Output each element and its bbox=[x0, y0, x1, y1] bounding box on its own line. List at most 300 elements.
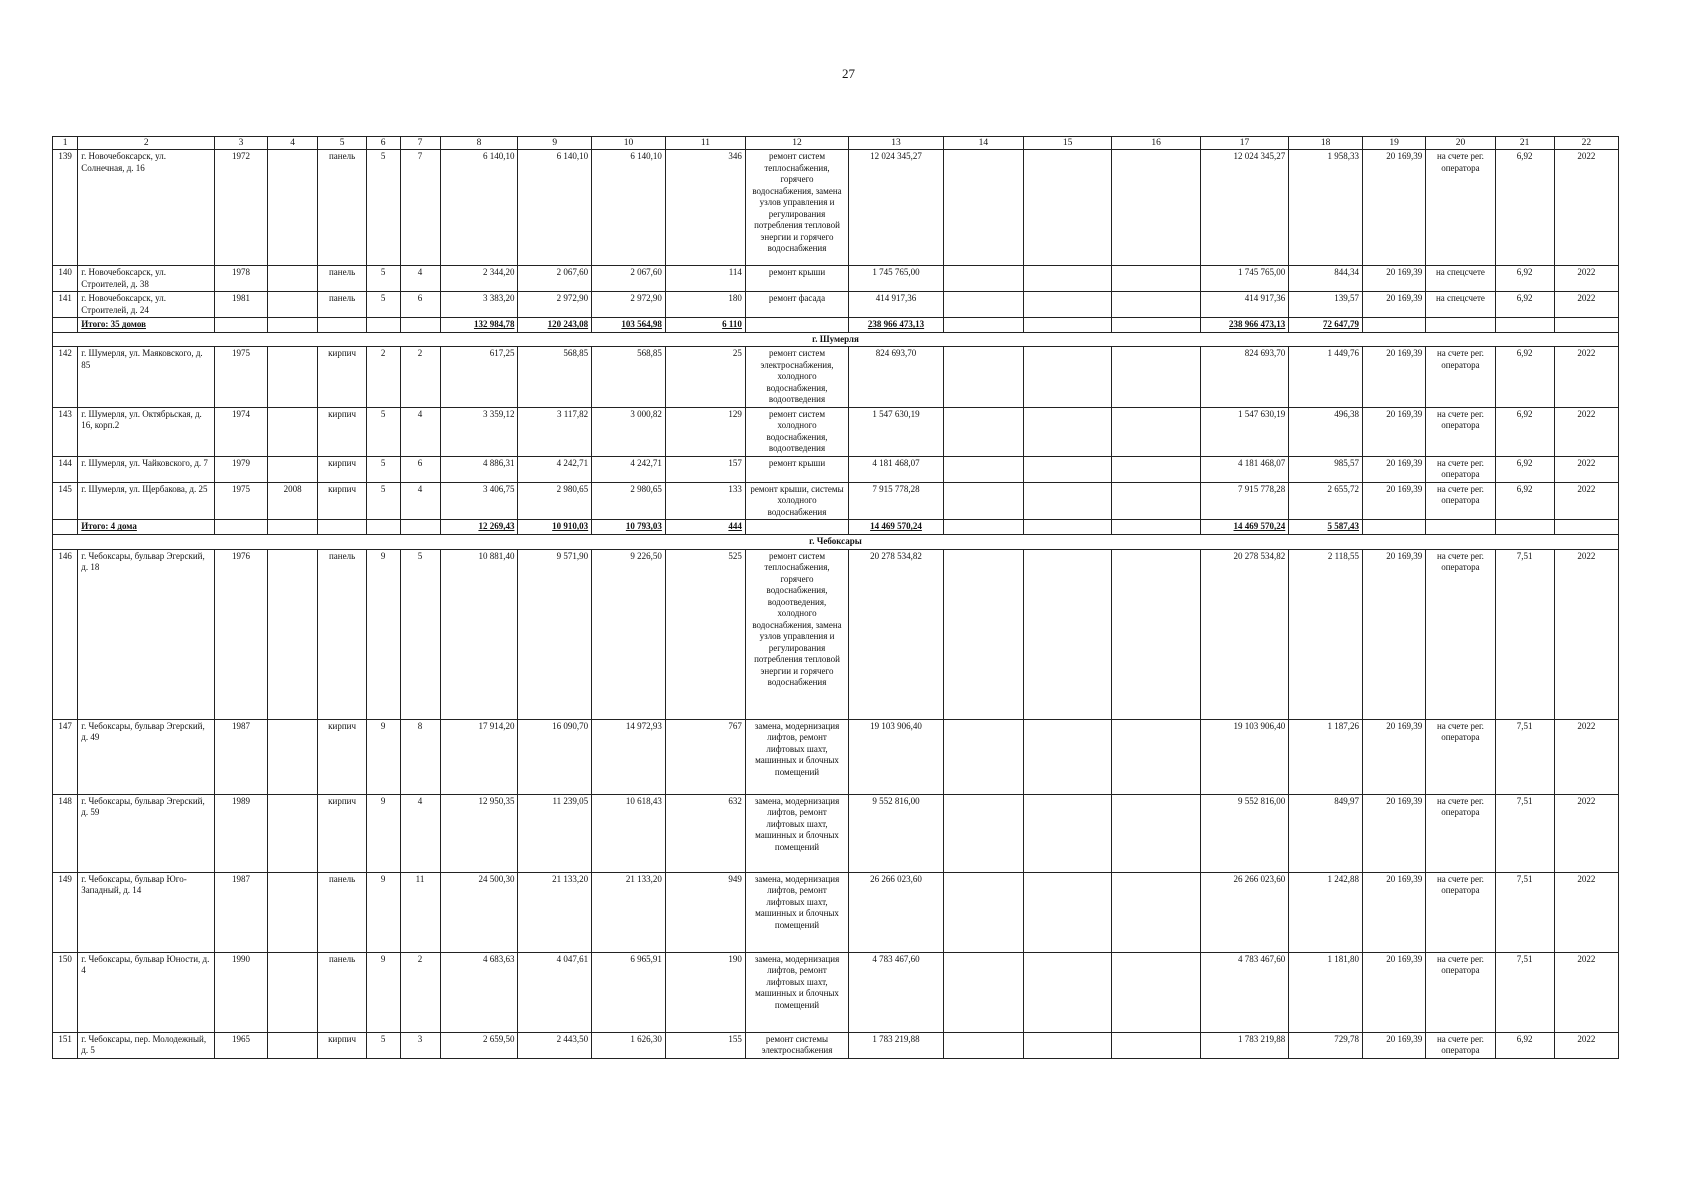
floors-cell: 9 bbox=[366, 549, 400, 719]
table-row bbox=[53, 456, 1619, 482]
col15-cell bbox=[1023, 952, 1111, 1032]
total-area-cell: 3 406,75 bbox=[440, 482, 518, 520]
wall-material-cell: кирпич bbox=[318, 456, 366, 482]
total-row bbox=[53, 318, 1619, 333]
cost-cell: 824 693,70 bbox=[849, 347, 944, 408]
wall-material-cell: панель bbox=[318, 549, 366, 719]
empty-cell bbox=[1554, 520, 1618, 535]
address-cell: г. Чебоксары, пер. Молодежный, д. 5 bbox=[78, 1032, 215, 1058]
living-area-cell: 2 980,65 bbox=[592, 482, 666, 520]
year-built-cell: 1975 bbox=[215, 482, 268, 520]
account-type-cell: на счете рег. оператора bbox=[1426, 1032, 1496, 1058]
empty-cell bbox=[1023, 318, 1111, 333]
rate-cell: 6,92 bbox=[1495, 292, 1554, 318]
address-cell: г. Чебоксары, бульвар Юго-Западный, д. 14 bbox=[78, 872, 215, 952]
total-area-cell: 10 881,40 bbox=[440, 549, 518, 719]
total-row bbox=[53, 520, 1619, 535]
total-area-sum: 132 984,78 bbox=[440, 318, 518, 333]
year-reconstruction-cell bbox=[267, 549, 318, 719]
unit-cost-cell: 844,34 bbox=[1289, 266, 1363, 292]
total-cost-cell: 7 915 778,28 bbox=[1200, 482, 1288, 520]
empty-cell bbox=[1426, 318, 1496, 333]
living-area-cell: 4 242,71 bbox=[592, 456, 666, 482]
wall-material-cell: панель bbox=[318, 952, 366, 1032]
col16-cell bbox=[1112, 347, 1200, 408]
column-number-header: 15 bbox=[1023, 137, 1111, 150]
year-built-cell: 1979 bbox=[215, 456, 268, 482]
empty-cell bbox=[943, 318, 1023, 333]
column-number-header: 19 bbox=[1363, 137, 1426, 150]
wall-material-cell: кирпич bbox=[318, 347, 366, 408]
year-planned-cell: 2022 bbox=[1554, 150, 1618, 266]
row-number: 141 bbox=[53, 292, 78, 318]
total-cost-sum: 238 966 473,13 bbox=[1200, 318, 1288, 333]
limit-cost-cell: 20 169,39 bbox=[1363, 872, 1426, 952]
cost-cell: 12 024 345,27 bbox=[849, 150, 944, 266]
col14-cell bbox=[943, 482, 1023, 520]
year-planned-cell: 2022 bbox=[1554, 456, 1618, 482]
account-type-cell: на счете рег. оператора bbox=[1426, 794, 1496, 872]
total-cost-cell: 12 024 345,27 bbox=[1200, 150, 1288, 266]
column-number-header: 4 bbox=[267, 137, 318, 150]
row-number: 140 bbox=[53, 266, 78, 292]
col16-cell bbox=[1112, 150, 1200, 266]
wall-material-cell: панель bbox=[318, 292, 366, 318]
entrances-cell: 3 bbox=[400, 1032, 440, 1058]
limit-cost-cell: 20 169,39 bbox=[1363, 456, 1426, 482]
total-label: Итого: 4 дома bbox=[78, 520, 215, 535]
cost-cell: 4 181 468,07 bbox=[849, 456, 944, 482]
floors-cell: 5 bbox=[366, 407, 400, 456]
total-cost-cell: 4 181 468,07 bbox=[1200, 456, 1288, 482]
column-number-header: 3 bbox=[215, 137, 268, 150]
col15-cell bbox=[1023, 872, 1111, 952]
year-reconstruction-cell bbox=[267, 1032, 318, 1058]
unit-cost-cell: 1 449,76 bbox=[1289, 347, 1363, 408]
area-cell: 2 980,65 bbox=[518, 482, 592, 520]
table-row bbox=[53, 794, 1619, 872]
col15-cell bbox=[1023, 482, 1111, 520]
account-type-cell: на счете рег. оператора bbox=[1426, 549, 1496, 719]
account-type-cell: на счете рег. оператора bbox=[1426, 407, 1496, 456]
work-type-cell: замена, модернизация лифтов, ремонт лифтовых шахт, машинных и блочных помещений bbox=[745, 719, 848, 794]
entrances-cell: 8 bbox=[400, 719, 440, 794]
column-number-header: 5 bbox=[318, 137, 366, 150]
area-cell: 3 117,82 bbox=[518, 407, 592, 456]
living-area-cell: 21 133,20 bbox=[592, 872, 666, 952]
col14-cell bbox=[943, 794, 1023, 872]
year-built-cell: 1987 bbox=[215, 872, 268, 952]
city-section-header: г. Чебоксары bbox=[53, 534, 1619, 549]
living-area-sum: 10 793,03 bbox=[592, 520, 666, 535]
residents-cell: 346 bbox=[665, 150, 745, 266]
floors-cell: 5 bbox=[366, 150, 400, 266]
col15-cell bbox=[1023, 292, 1111, 318]
account-type-cell: на счете рег. оператора bbox=[1426, 952, 1496, 1032]
limit-cost-cell: 20 169,39 bbox=[1363, 482, 1426, 520]
account-type-cell: на счете рег. оператора bbox=[1426, 347, 1496, 408]
year-reconstruction-cell: 2008 bbox=[267, 482, 318, 520]
year-planned-cell: 2022 bbox=[1554, 719, 1618, 794]
entrances-cell: 2 bbox=[400, 347, 440, 408]
table-row bbox=[53, 549, 1619, 719]
year-reconstruction-cell bbox=[267, 952, 318, 1032]
row-number: 147 bbox=[53, 719, 78, 794]
entrances-cell: 2 bbox=[400, 952, 440, 1032]
col16-cell bbox=[1112, 407, 1200, 456]
residents-cell: 25 bbox=[665, 347, 745, 408]
col14-cell bbox=[943, 549, 1023, 719]
total-area-cell: 2 659,50 bbox=[440, 1032, 518, 1058]
year-built-cell: 1965 bbox=[215, 1032, 268, 1058]
living-area-cell: 14 972,93 bbox=[592, 719, 666, 794]
year-built-cell: 1981 bbox=[215, 292, 268, 318]
residents-cell: 949 bbox=[665, 872, 745, 952]
address-cell: г. Шумерля, ул. Октябрьская, д. 16, корп.2 bbox=[78, 407, 215, 456]
address-cell: г. Шумерля, ул. Щербакова, д. 25 bbox=[78, 482, 215, 520]
column-number-header: 2 bbox=[78, 137, 215, 150]
empty-cell bbox=[1495, 520, 1554, 535]
account-type-cell: на спецсчете bbox=[1426, 292, 1496, 318]
table-row bbox=[53, 150, 1619, 266]
total-area-sum: 12 269,43 bbox=[440, 520, 518, 535]
total-area-cell: 4 683,63 bbox=[440, 952, 518, 1032]
column-number-header: 6 bbox=[366, 137, 400, 150]
year-planned-cell: 2022 bbox=[1554, 872, 1618, 952]
col15-cell bbox=[1023, 1032, 1111, 1058]
address-cell: г. Чебоксары, бульвар Юности, д. 4 bbox=[78, 952, 215, 1032]
column-number-header: 13 bbox=[849, 137, 944, 150]
area-cell: 6 140,10 bbox=[518, 150, 592, 266]
city-section-row bbox=[53, 332, 1619, 347]
table-row bbox=[53, 482, 1619, 520]
wall-material-cell: кирпич bbox=[318, 482, 366, 520]
col15-cell bbox=[1023, 794, 1111, 872]
row-number: 151 bbox=[53, 1032, 78, 1058]
empty-cell bbox=[366, 318, 400, 333]
residents-cell: 525 bbox=[665, 549, 745, 719]
account-type-cell: на счете рег. оператора bbox=[1426, 456, 1496, 482]
year-built-cell: 1987 bbox=[215, 719, 268, 794]
cost-cell: 19 103 906,40 bbox=[849, 719, 944, 794]
area-cell: 4 242,71 bbox=[518, 456, 592, 482]
address-cell: г. Чебоксары, бульвар Эгерский, д. 18 bbox=[78, 549, 215, 719]
empty-cell bbox=[745, 318, 848, 333]
column-number-header: 11 bbox=[665, 137, 745, 150]
wall-material-cell: кирпич bbox=[318, 1032, 366, 1058]
work-type-cell: ремонт крыши, системы холодного водоснабжения bbox=[745, 482, 848, 520]
col16-cell bbox=[1112, 482, 1200, 520]
limit-cost-cell: 20 169,39 bbox=[1363, 407, 1426, 456]
table-row bbox=[53, 407, 1619, 456]
area-cell: 4 047,61 bbox=[518, 952, 592, 1032]
year-planned-cell: 2022 bbox=[1554, 1032, 1618, 1058]
cost-cell: 9 552 816,00 bbox=[849, 794, 944, 872]
column-number-header: 18 bbox=[1289, 137, 1363, 150]
total-area-cell: 17 914,20 bbox=[440, 719, 518, 794]
floors-cell: 9 bbox=[366, 952, 400, 1032]
year-reconstruction-cell bbox=[267, 407, 318, 456]
work-type-cell: ремонт системы электроснабжения bbox=[745, 1032, 848, 1058]
account-type-cell: на счете рег. оператора bbox=[1426, 719, 1496, 794]
area-cell: 2 067,60 bbox=[518, 266, 592, 292]
column-number-header: 7 bbox=[400, 137, 440, 150]
cost-cell: 1 745 765,00 bbox=[849, 266, 944, 292]
total-area-cell: 3 359,12 bbox=[440, 407, 518, 456]
living-area-cell: 6 140,10 bbox=[592, 150, 666, 266]
year-built-cell: 1974 bbox=[215, 407, 268, 456]
wall-material-cell: кирпич bbox=[318, 719, 366, 794]
work-type-cell: ремонт систем теплоснабжения, горячего водоснабжения, замена узлов управления и регулирования потребления тепловой энергии и горячего водоснабжения bbox=[745, 150, 848, 266]
cost-sum: 238 966 473,13 bbox=[849, 318, 944, 333]
wall-material-cell: кирпич bbox=[318, 407, 366, 456]
unit-cost-cell: 729,78 bbox=[1289, 1032, 1363, 1058]
year-planned-cell: 2022 bbox=[1554, 482, 1618, 520]
total-cost-cell: 9 552 816,00 bbox=[1200, 794, 1288, 872]
residents-cell: 129 bbox=[665, 407, 745, 456]
address-cell: г. Новочебоксарск, ул. Солнечная, д. 16 bbox=[78, 150, 215, 266]
col15-cell bbox=[1023, 266, 1111, 292]
column-number-row bbox=[53, 137, 1619, 150]
empty-cell bbox=[267, 318, 318, 333]
table-row bbox=[53, 952, 1619, 1032]
year-planned-cell: 2022 bbox=[1554, 794, 1618, 872]
column-number-header: 22 bbox=[1554, 137, 1618, 150]
column-number-header: 8 bbox=[440, 137, 518, 150]
year-reconstruction-cell bbox=[267, 266, 318, 292]
work-type-cell: ремонт систем электроснабжения, холодного водоснабжения, водоотведения bbox=[745, 347, 848, 408]
entrances-cell: 7 bbox=[400, 150, 440, 266]
empty-cell bbox=[1554, 318, 1618, 333]
area-cell: 16 090,70 bbox=[518, 719, 592, 794]
col14-cell bbox=[943, 872, 1023, 952]
work-type-cell: ремонт систем холодного водоснабжения, водоотведения bbox=[745, 407, 848, 456]
unit-cost-cell: 1 958,33 bbox=[1289, 150, 1363, 266]
living-area-cell: 3 000,82 bbox=[592, 407, 666, 456]
row-number: 143 bbox=[53, 407, 78, 456]
year-reconstruction-cell bbox=[267, 347, 318, 408]
total-area-cell: 12 950,35 bbox=[440, 794, 518, 872]
area-sum: 120 243,08 bbox=[518, 318, 592, 333]
residents-cell: 632 bbox=[665, 794, 745, 872]
residents-cell: 767 bbox=[665, 719, 745, 794]
cost-cell: 4 783 467,60 bbox=[849, 952, 944, 1032]
unit-cost-cell: 2 118,55 bbox=[1289, 549, 1363, 719]
floors-cell: 5 bbox=[366, 292, 400, 318]
col14-cell bbox=[943, 952, 1023, 1032]
year-planned-cell: 2022 bbox=[1554, 292, 1618, 318]
col14-cell bbox=[943, 150, 1023, 266]
row-number bbox=[53, 520, 78, 535]
total-cost-cell: 1 547 630,19 bbox=[1200, 407, 1288, 456]
column-number-header: 10 bbox=[592, 137, 666, 150]
year-planned-cell: 2022 bbox=[1554, 952, 1618, 1032]
row-number: 139 bbox=[53, 150, 78, 266]
row-number: 145 bbox=[53, 482, 78, 520]
col14-cell bbox=[943, 407, 1023, 456]
empty-cell bbox=[745, 520, 848, 535]
table-row bbox=[53, 266, 1619, 292]
empty-cell bbox=[1363, 318, 1426, 333]
cost-cell: 1 547 630,19 bbox=[849, 407, 944, 456]
rate-cell: 7,51 bbox=[1495, 794, 1554, 872]
empty-cell bbox=[215, 520, 268, 535]
floors-cell: 5 bbox=[366, 1032, 400, 1058]
column-number-header: 9 bbox=[518, 137, 592, 150]
year-reconstruction-cell bbox=[267, 719, 318, 794]
row-number: 142 bbox=[53, 347, 78, 408]
wall-material-cell: кирпич bbox=[318, 794, 366, 872]
empty-cell bbox=[400, 520, 440, 535]
empty-cell bbox=[1112, 318, 1200, 333]
residents-cell: 133 bbox=[665, 482, 745, 520]
column-number-header: 20 bbox=[1426, 137, 1496, 150]
year-built-cell: 1972 bbox=[215, 150, 268, 266]
col14-cell bbox=[943, 1032, 1023, 1058]
floors-cell: 5 bbox=[366, 456, 400, 482]
cost-cell: 1 783 219,88 bbox=[849, 1032, 944, 1058]
col16-cell bbox=[1112, 549, 1200, 719]
year-built-cell: 1976 bbox=[215, 549, 268, 719]
col15-cell bbox=[1023, 347, 1111, 408]
page-number: 27 bbox=[842, 66, 855, 81]
total-cost-cell: 414 917,36 bbox=[1200, 292, 1288, 318]
col16-cell bbox=[1112, 872, 1200, 952]
entrances-cell: 11 bbox=[400, 872, 440, 952]
year-planned-cell: 2022 bbox=[1554, 266, 1618, 292]
account-type-cell: на счете рег. оператора bbox=[1426, 872, 1496, 952]
year-reconstruction-cell bbox=[267, 872, 318, 952]
unit-cost-cell: 985,57 bbox=[1289, 456, 1363, 482]
wall-material-cell: панель bbox=[318, 266, 366, 292]
empty-cell bbox=[366, 520, 400, 535]
total-area-cell: 6 140,10 bbox=[440, 150, 518, 266]
floors-cell: 9 bbox=[366, 719, 400, 794]
living-area-cell: 10 618,43 bbox=[592, 794, 666, 872]
unit-cost-cell: 139,57 bbox=[1289, 292, 1363, 318]
column-number-header: 16 bbox=[1112, 137, 1200, 150]
residents-cell: 155 bbox=[665, 1032, 745, 1058]
rate-cell: 6,92 bbox=[1495, 482, 1554, 520]
residents-cell: 114 bbox=[665, 266, 745, 292]
cost-cell: 414 917,36 bbox=[849, 292, 944, 318]
empty-cell bbox=[400, 318, 440, 333]
empty-cell bbox=[1023, 520, 1111, 535]
unit-cost-cell: 2 655,72 bbox=[1289, 482, 1363, 520]
living-area-cell: 1 626,30 bbox=[592, 1032, 666, 1058]
table-row bbox=[53, 719, 1619, 794]
address-cell: г. Шумерля, ул. Маяковского, д. 85 bbox=[78, 347, 215, 408]
living-area-cell: 568,85 bbox=[592, 347, 666, 408]
unit-cost-sum: 72 647,79 bbox=[1289, 318, 1363, 333]
column-number-header: 14 bbox=[943, 137, 1023, 150]
empty-cell bbox=[267, 520, 318, 535]
unit-cost-cell: 1 187,26 bbox=[1289, 719, 1363, 794]
total-cost-sum: 14 469 570,24 bbox=[1200, 520, 1288, 535]
address-cell: г. Новочебоксарск, ул. Строителей, д. 38 bbox=[78, 266, 215, 292]
account-type-cell: на счете рег. оператора bbox=[1426, 150, 1496, 266]
area-sum: 10 910,03 bbox=[518, 520, 592, 535]
repair-program-table bbox=[52, 136, 1619, 1059]
work-type-cell: ремонт фасада bbox=[745, 292, 848, 318]
cost-sum: 14 469 570,24 bbox=[849, 520, 944, 535]
row-number bbox=[53, 318, 78, 333]
work-type-cell: замена, модернизация лифтов, ремонт лифтовых шахт, машинных и блочных помещений bbox=[745, 872, 848, 952]
year-reconstruction-cell bbox=[267, 456, 318, 482]
work-type-cell: замена, модернизация лифтов, ремонт лифтовых шахт, машинных и блочных помещений bbox=[745, 952, 848, 1032]
col14-cell bbox=[943, 456, 1023, 482]
total-area-cell: 2 344,20 bbox=[440, 266, 518, 292]
year-built-cell: 1978 bbox=[215, 266, 268, 292]
residents-cell: 190 bbox=[665, 952, 745, 1032]
row-number: 149 bbox=[53, 872, 78, 952]
year-planned-cell: 2022 bbox=[1554, 347, 1618, 408]
limit-cost-cell: 20 169,39 bbox=[1363, 292, 1426, 318]
residents-cell: 180 bbox=[665, 292, 745, 318]
limit-cost-cell: 20 169,39 bbox=[1363, 150, 1426, 266]
work-type-cell: ремонт крыши bbox=[745, 456, 848, 482]
total-area-cell: 3 383,20 bbox=[440, 292, 518, 318]
total-cost-cell: 1 783 219,88 bbox=[1200, 1032, 1288, 1058]
unit-cost-cell: 496,38 bbox=[1289, 407, 1363, 456]
account-type-cell: на счете рег. оператора bbox=[1426, 482, 1496, 520]
unit-cost-sum: 5 587,43 bbox=[1289, 520, 1363, 535]
col16-cell bbox=[1112, 952, 1200, 1032]
total-cost-cell: 26 266 023,60 bbox=[1200, 872, 1288, 952]
total-cost-cell: 4 783 467,60 bbox=[1200, 952, 1288, 1032]
year-built-cell: 1975 bbox=[215, 347, 268, 408]
table-row bbox=[53, 347, 1619, 408]
address-cell: г. Новочебоксарск, ул. Строителей, д. 24 bbox=[78, 292, 215, 318]
column-number-header: 21 bbox=[1495, 137, 1554, 150]
residents-cell: 157 bbox=[665, 456, 745, 482]
floors-cell: 9 bbox=[366, 872, 400, 952]
col14-cell bbox=[943, 292, 1023, 318]
row-number: 146 bbox=[53, 549, 78, 719]
floors-cell: 5 bbox=[366, 482, 400, 520]
living-area-cell: 9 226,50 bbox=[592, 549, 666, 719]
limit-cost-cell: 20 169,39 bbox=[1363, 549, 1426, 719]
living-area-cell: 2 972,90 bbox=[592, 292, 666, 318]
col15-cell bbox=[1023, 407, 1111, 456]
empty-cell bbox=[318, 318, 366, 333]
cost-cell: 20 278 534,82 bbox=[849, 549, 944, 719]
entrances-cell: 4 bbox=[400, 482, 440, 520]
area-cell: 568,85 bbox=[518, 347, 592, 408]
living-area-sum: 103 564,98 bbox=[592, 318, 666, 333]
rate-cell: 6,92 bbox=[1495, 347, 1554, 408]
entrances-cell: 5 bbox=[400, 549, 440, 719]
floors-cell: 9 bbox=[366, 794, 400, 872]
work-type-cell: ремонт систем теплоснабжения, горячего водоснабжения, водоотведения, холодного водоснабжения, замена узлов управления и регулирования потребления тепловой энергии и горячего водоснабжения bbox=[745, 549, 848, 719]
address-cell: г. Чебоксары, бульвар Эгерский, д. 49 bbox=[78, 719, 215, 794]
unit-cost-cell: 849,97 bbox=[1289, 794, 1363, 872]
total-cost-cell: 824 693,70 bbox=[1200, 347, 1288, 408]
area-cell: 21 133,20 bbox=[518, 872, 592, 952]
column-number-header: 1 bbox=[53, 137, 78, 150]
empty-cell bbox=[1363, 520, 1426, 535]
floors-cell: 2 bbox=[366, 347, 400, 408]
limit-cost-cell: 20 169,39 bbox=[1363, 719, 1426, 794]
residents-sum: 6 110 bbox=[665, 318, 745, 333]
year-reconstruction-cell bbox=[267, 794, 318, 872]
col16-cell bbox=[1112, 1032, 1200, 1058]
cost-cell: 7 915 778,28 bbox=[849, 482, 944, 520]
rate-cell: 7,51 bbox=[1495, 719, 1554, 794]
total-area-cell: 617,25 bbox=[440, 347, 518, 408]
area-cell: 2 443,50 bbox=[518, 1032, 592, 1058]
empty-cell bbox=[1426, 520, 1496, 535]
